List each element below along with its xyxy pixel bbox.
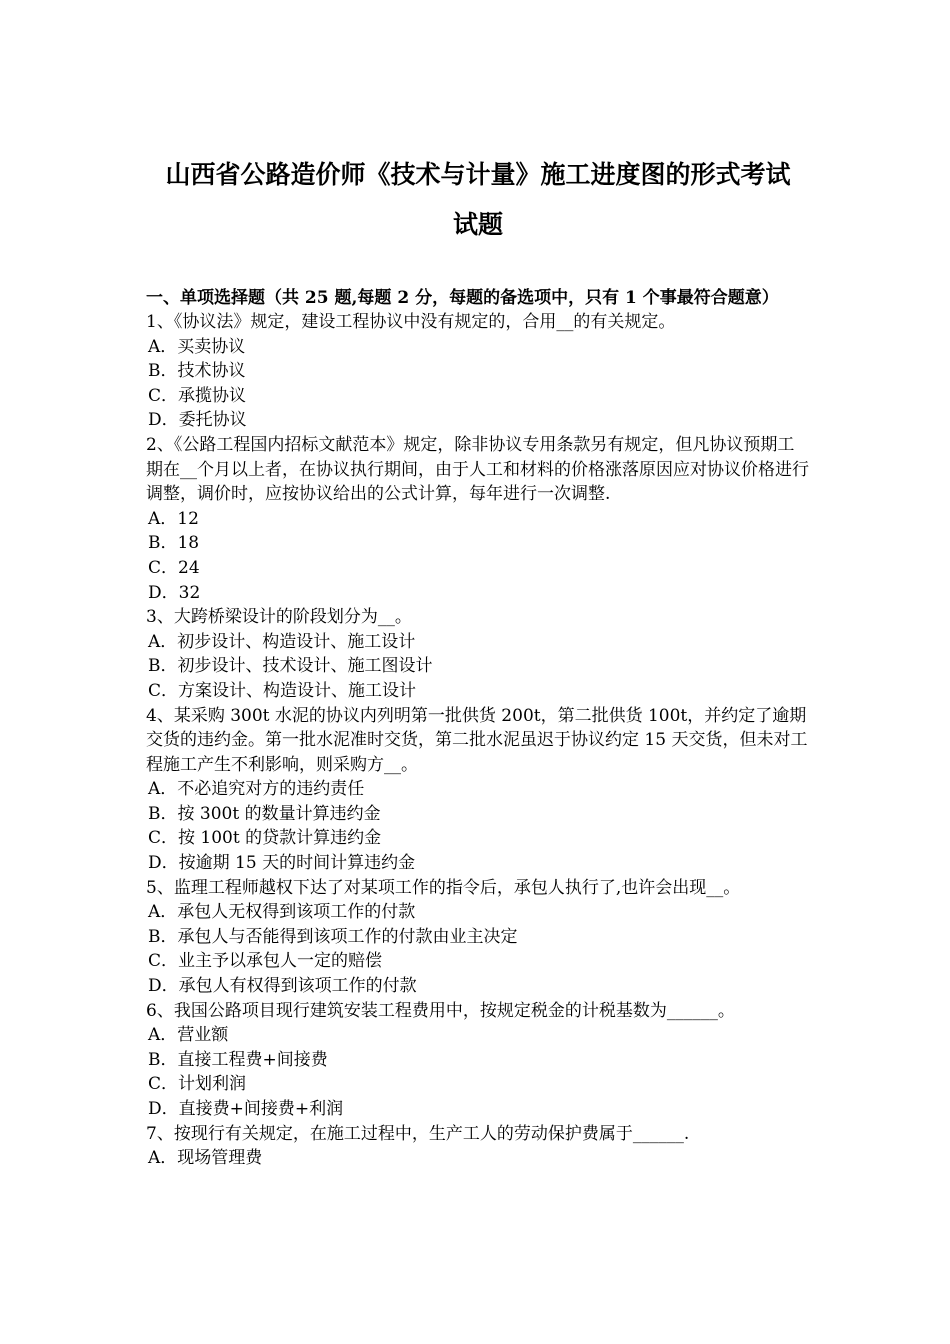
option-d: D．委托协议 [148,410,247,431]
section-heading: 一、单项选择题（共 25 题,每题 2 分，每题的备选项中，只有 1 个事最符合题意） [146,288,779,308]
option-c: C．方案设计、构造设计、施工设计 [148,680,417,701]
question-stem: 4、某采购 300t 水泥的协议内列明第一批供货 200t，第二批供货 100t，并约定了逾期交货的违约金。第一批水泥准时交货，第二批水泥虽迟于协议约定 15 天交货，但未对工程施工产生不利影响，则采购方__。 [146,705,808,775]
option-d: D．按逾期 15 天的时间计算违约金 [148,853,416,874]
option-b: B．按 300t 的数量计算违约金 [148,803,381,824]
option-b: B．直接工程费+间接费 [148,1049,328,1070]
question-2 [146,433,810,605]
option-a: A．初步设计、构造设计、施工设计 [148,631,416,652]
document-title-line-1: 山西省公路造价师《技术与计量》施工进度图的形式考试 [165,160,791,189]
question-stem: 1、《协议法》规定，建设工程协议中没有规定的，合用__的有关规定。 [146,312,676,332]
question-stem: 6、我国公路项目现行建筑安装工程费用中，按规定税金的计税基数为______。 [146,1000,735,1021]
option-d: D．直接费+间接费+利润 [148,1099,344,1119]
question-7 [146,1122,810,1171]
option-a: A．现场管理费 [148,1148,263,1169]
question-3 [146,605,810,703]
option-a: A．12 [148,508,199,529]
question-stem: 5、监理工程师越权下达了对某项工作的指令后，承包人执行了,也许会出现__。 [146,877,741,898]
option-b: B．18 [148,533,200,554]
option-b: B．技术协议 [148,361,246,382]
option-c: C．24 [148,557,200,578]
option-b: B．承包人与否能得到该项工作的付款由业主决定 [148,926,518,947]
option-a: A．买卖协议 [148,336,246,357]
option-a: A．不必追究对方的违约责任 [148,779,365,800]
option-c: C．按 100t 的贷款计算违约金 [148,828,382,849]
option-a: A．承包人无权得到该项工作的付款 [148,902,416,923]
question-1 [146,310,810,433]
option-d: D．32 [148,582,201,603]
option-d: D．承包人有权得到该项工作的付款 [148,976,417,997]
question-stem: 3、大跨桥梁设计的阶段划分为__。 [146,607,412,628]
option-c: C．计划利润 [148,1074,247,1095]
question-stem: 7、按现行有关规定，在施工过程中，生产工人的劳动保护费属于______. [146,1123,690,1144]
question-4 [146,704,810,876]
option-a: A．营业额 [148,1025,229,1046]
document-page [146,150,810,1171]
option-c: C．承揽协议 [148,385,247,406]
document-title-line-2: 试题 [452,210,503,239]
option-b: B．初步设计、技术设计、施工图设计 [148,656,433,677]
question-5 [146,876,810,999]
question-stem: 2、《公路工程国内招标文献范本》规定，除非协议专用条款另有规定，但凡协议预期工期在__个月以上者，在协议执行期间，由于人工和材料的价格涨落原因应对协议价格进行调整，调价时，应按协议给出的公式计算，每年进行一次调整. [146,434,809,505]
option-c: C．业主予以承包人一定的赔偿 [148,951,383,972]
question-6 [146,999,810,1122]
